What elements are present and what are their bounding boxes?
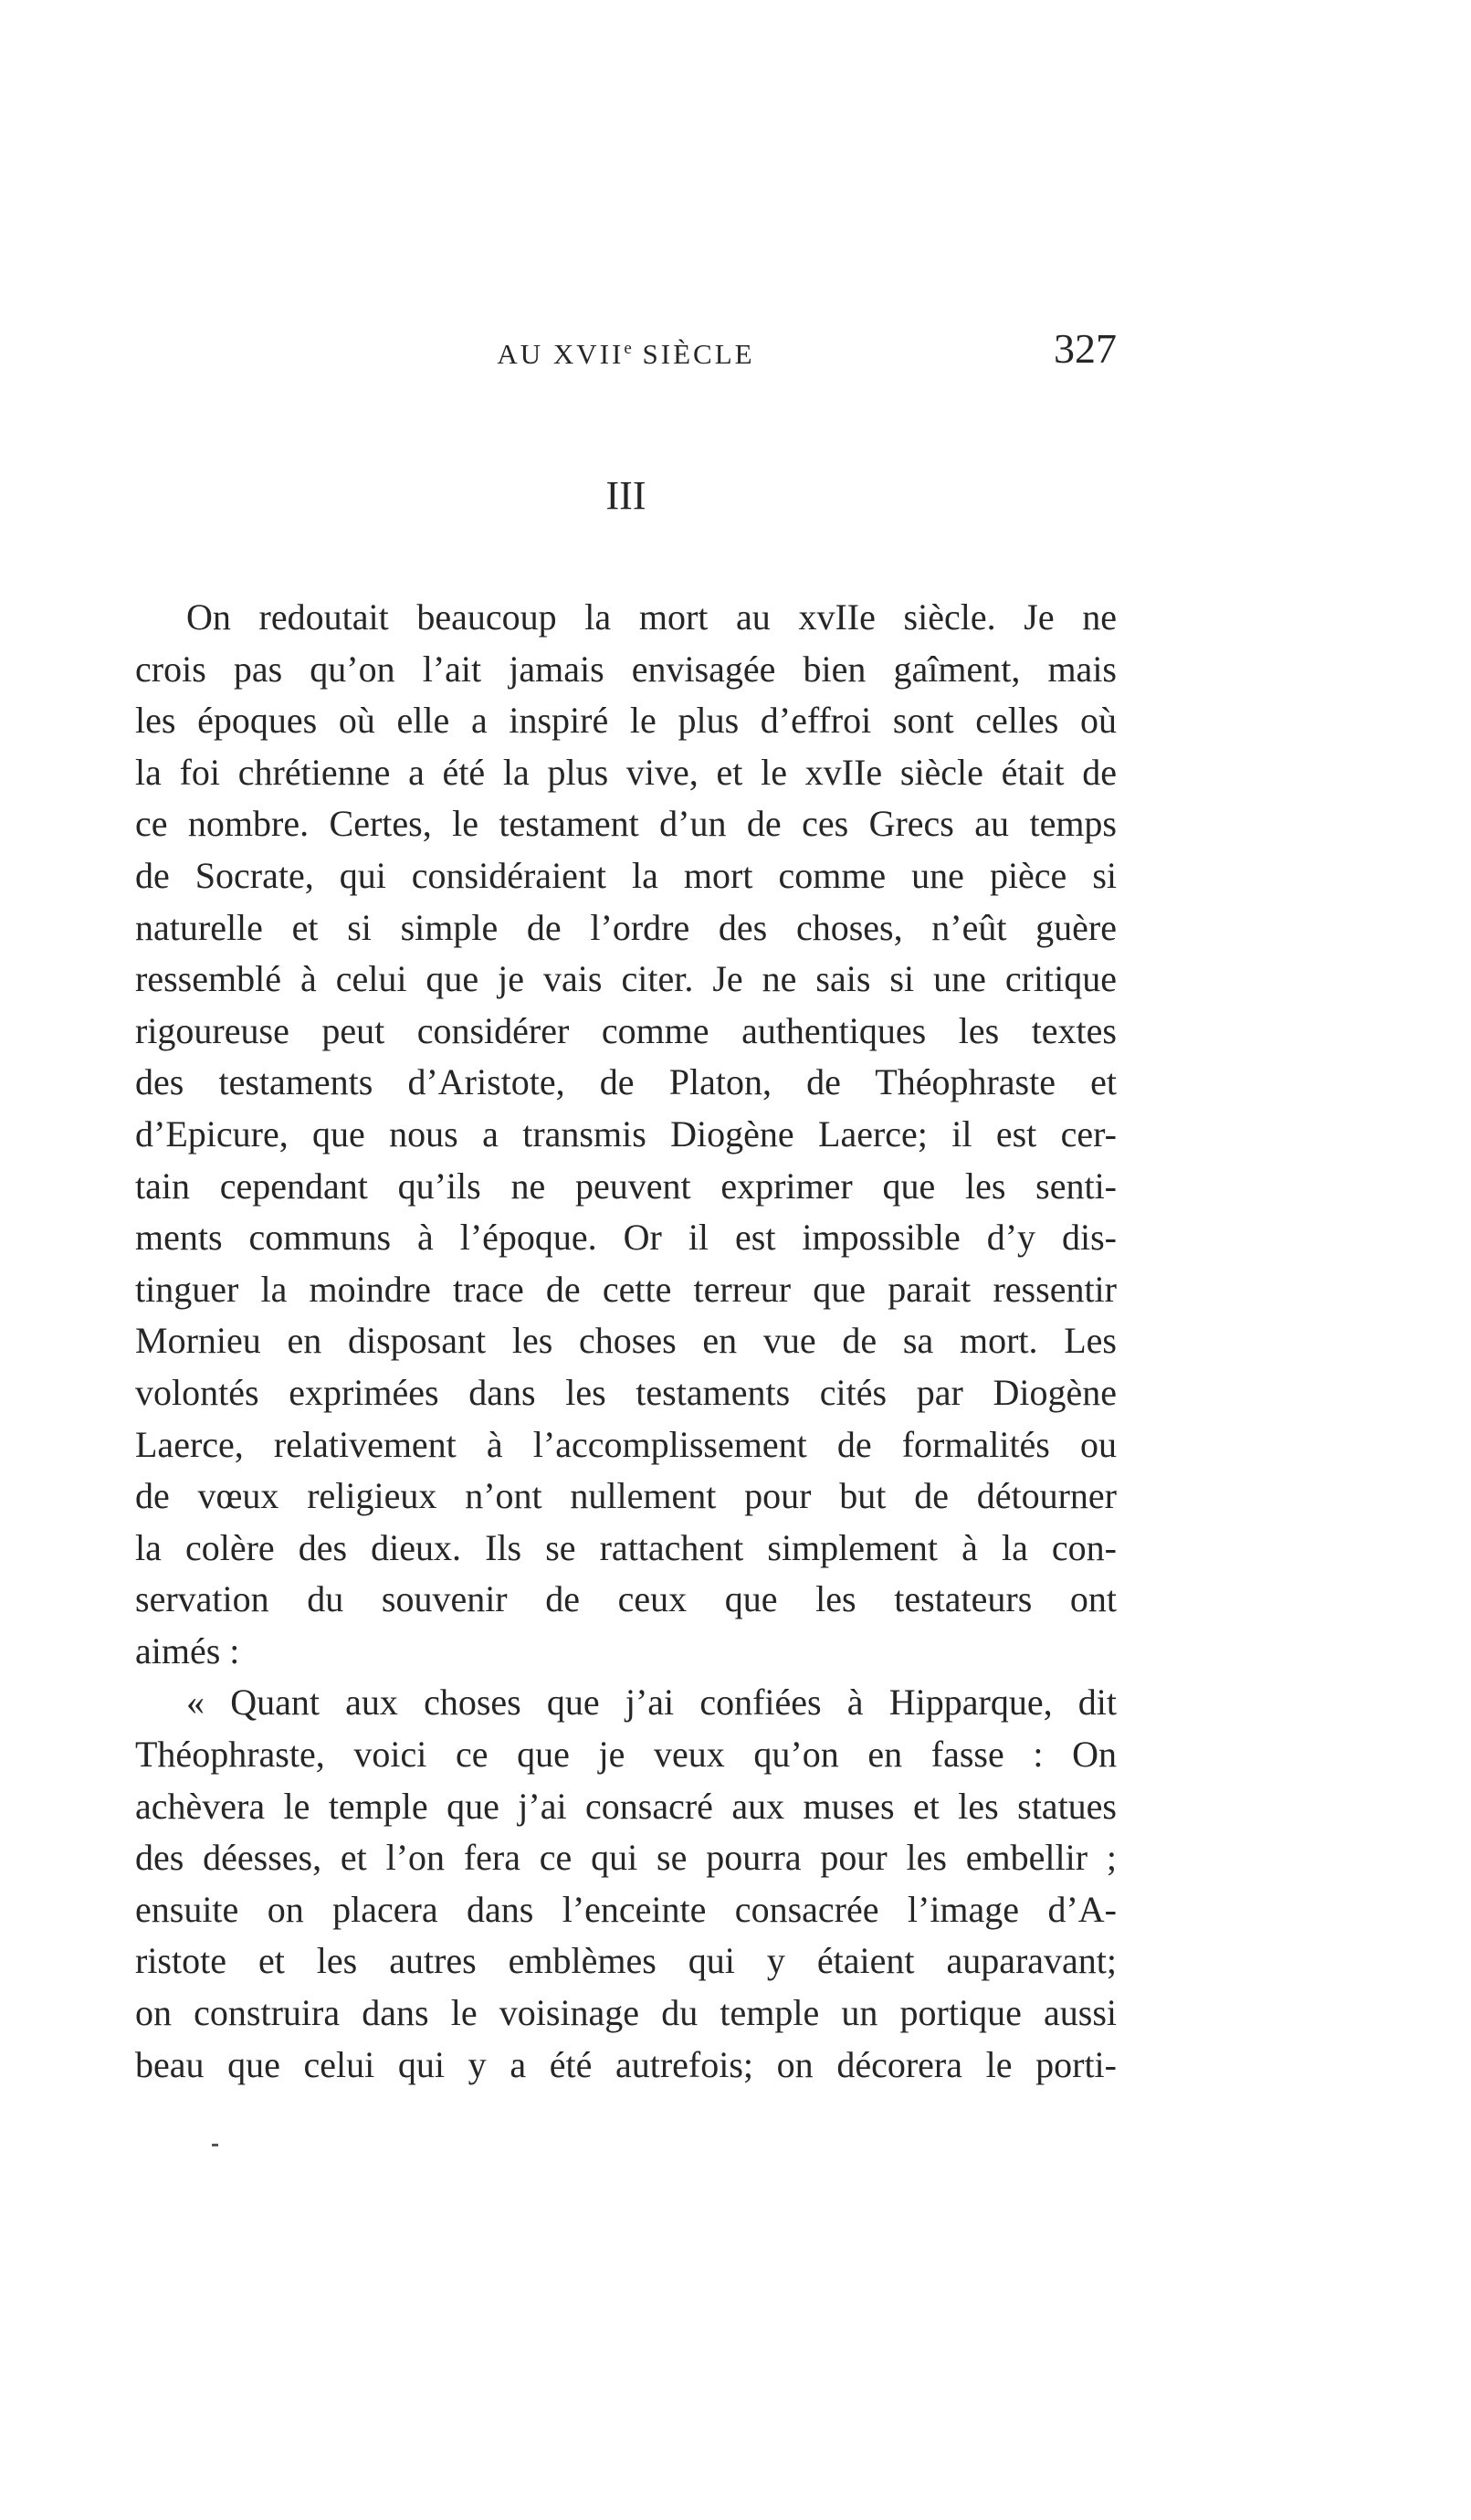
text-line-26: ensuite on placera dans l’enceinte consacrée l’image d’A- (135, 1888, 1117, 1930)
running-title (135, 323, 1117, 380)
text-line-14: tinguer la moindre trace de cette terreur que parait ressentir (135, 1268, 1117, 1310)
running-title-superscript: e (624, 339, 633, 358)
text-line-11: d’Epicure, que nous a transmis Diogène Laerce; il est cer- (135, 1112, 1117, 1155)
text-line-19: la colère des dieux. Ils se rattachent simplement à la con- (135, 1526, 1117, 1568)
text-line-20: servation du souvenir de ceux que les testateurs ont (135, 1578, 1117, 1620)
text-line-21: aimés : (135, 1629, 240, 1671)
text-line-24: achèvera le temple que j’ai consacré aux muses et les statues (135, 1785, 1117, 1827)
ink-speck (212, 2144, 218, 2146)
text-line-28: on construira dans le voisinage du temple un portique aussi (135, 1992, 1117, 2034)
page-number: 327 (1054, 325, 1117, 372)
text-line-13: ments communs à l’époque. Or il est impossible d’y dis- (135, 1217, 1117, 1259)
text-line-25: des déesses, et l’on fera ce qui se pourra pour les embellir ; (135, 1837, 1117, 1879)
text-line-18: de vœux religieux n’ont nullement pour but de détourner (135, 1475, 1117, 1517)
text-line-2: crois pas qu’on l’ait jamais envisagée bien gaîment, mais (135, 648, 1117, 690)
running-head (135, 323, 1117, 374)
text-line-6: de Socrate, qui considéraient la mort comme une pièce si (135, 854, 1117, 896)
text-line-10: des testaments d’Aristote, de Platon, de Théophraste et (135, 1061, 1117, 1103)
text-line-22: « Quant aux choses que j’ai confiées à Hipparque, dit (186, 1682, 1117, 1724)
text-line-16: volontés exprimées dans les testaments cités par Diogène (135, 1371, 1117, 1413)
running-title-tail: SIÈCLE (632, 338, 755, 370)
text-line-3: les époques où elle a inspiré le plus d’effroi sont celles où (135, 700, 1117, 742)
text-line-15: Mornieu en disposant les choses en vue de sa mort. Les (135, 1320, 1117, 1362)
text-line-23: Théophraste, voici ce que je veux qu’on en fasse : On (135, 1734, 1117, 1776)
text-line-4: la foi chrétienne a été la plus vive, et le xvIIe siècle était de (135, 751, 1117, 793)
section-numeral: III (605, 473, 646, 518)
text-line-7: naturelle et si simple de l’ordre des choses, n’eût guère (135, 906, 1117, 948)
text-line-1: On redoutait beaucoup la mort au xvIIe siècle. Je ne (186, 596, 1117, 638)
running-title-main: AU XVII (497, 338, 625, 370)
text-line-27: ristote et les autres emblèmes qui y étaient auparavant; (135, 1940, 1117, 1982)
body-text (135, 592, 1117, 2091)
text-line-12: tain cependant qu’ils ne peuvent exprimer que les senti- (135, 1165, 1117, 1207)
text-line-8: ressemblé à celui que je vais citer. Je ne sais si une critique (135, 958, 1117, 1000)
text-line-29: beau que celui qui y a été autrefois; on décorera le porti- (135, 2043, 1117, 2085)
text-line-9: rigoureuse peut considérer comme authentiques les textes (135, 1009, 1117, 1051)
text-line-17: Laerce, relativement à l’accomplissement de formalités ou (135, 1423, 1117, 1465)
text-line-5: ce nombre. Certes, le testament d’un de ces Grecs au temps (135, 803, 1117, 845)
